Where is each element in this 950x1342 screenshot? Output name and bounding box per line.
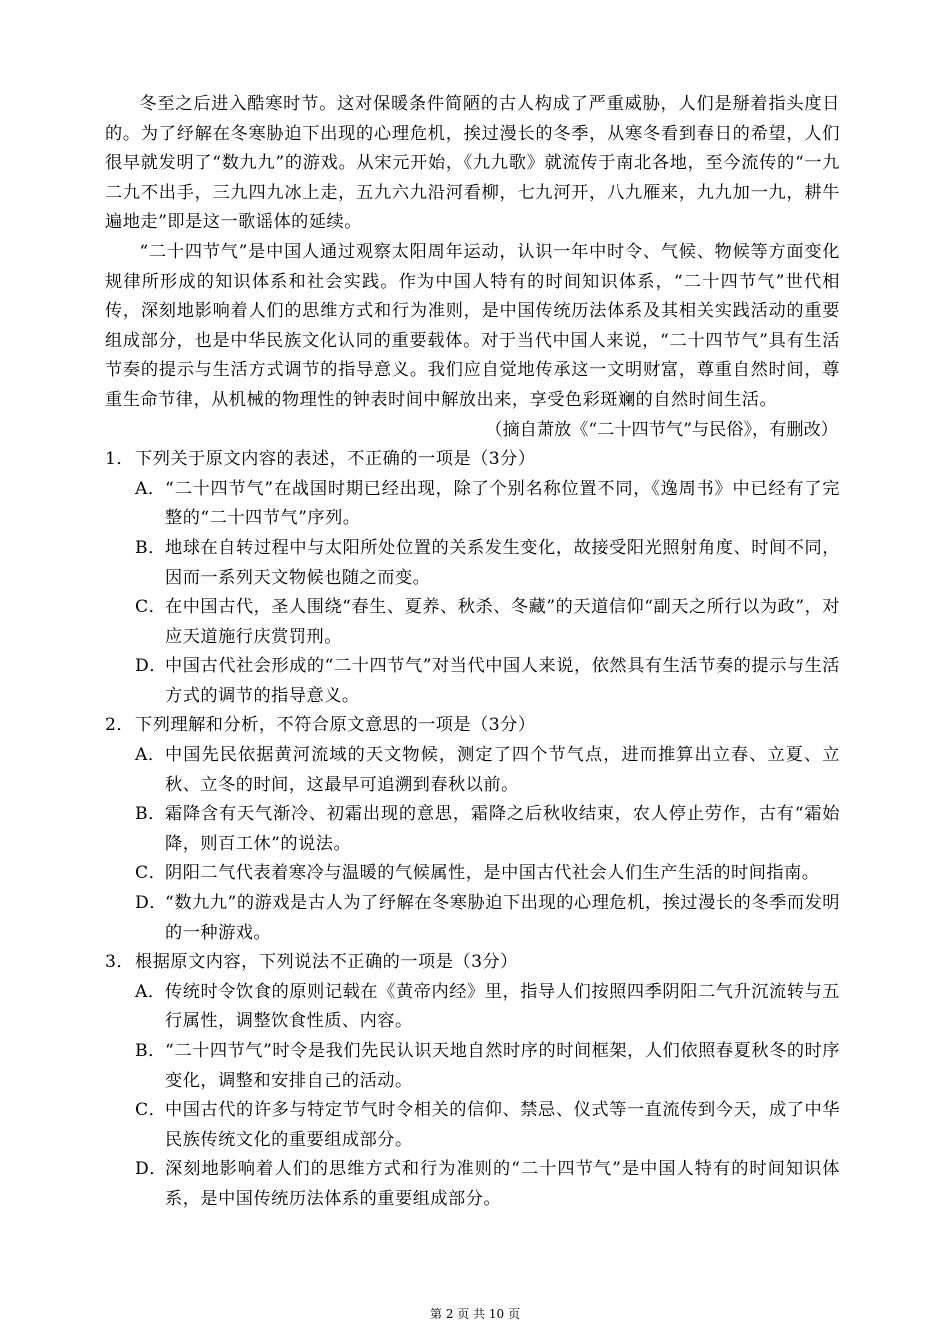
option-letter: B． — [135, 537, 166, 558]
option-letter: A． — [135, 981, 166, 1002]
option-b — [105, 1037, 840, 1096]
option-text: 地球在自转过程中与太阳所处位置的关系发生变化，故接受阳光照射角度、时间不同，因而一系列天文物候也随之而变。 — [165, 537, 840, 588]
option-letter: B． — [135, 1041, 166, 1061]
option-c — [105, 593, 840, 652]
option-text: 中国先民依据黄河流域的天文物候，测定了四个节气点，进而推算出立春、立夏、立秋、立冬的时间，这最早可追溯到春秋以前。 — [165, 745, 840, 795]
option-letter: C． — [135, 863, 167, 884]
option-d — [105, 652, 840, 711]
question-1 — [105, 445, 840, 711]
option-text: 深刻地影响着人们的思维方式和行为准则的“二十四节气”是中国人特有的时间知识体系，是中国传统历法体系的重要组成部分。 — [165, 1159, 840, 1209]
option-d — [105, 1155, 840, 1214]
option-d — [105, 889, 840, 948]
option-a — [105, 978, 840, 1037]
option-text: “二十四节气”时令是我们先民认识天地自然时序的时间框架，人们依照春夏秋冬的时序变化，调整和安排自己的活动。 — [165, 1041, 840, 1091]
option-b — [105, 534, 840, 593]
question-number: 3． — [105, 952, 135, 973]
option-b — [105, 800, 840, 859]
option-text: “二十四节气”在战国时期已经出现，除了个别名称位置不同，《逸周书》中已经有了完整的“二十四节气”序列。 — [165, 478, 840, 529]
option-letter: D． — [135, 893, 167, 914]
question-number: 2． — [105, 715, 135, 736]
option-text: “数九九”的游戏是古人为了纾解在冬寒胁迫下出现的心理危机，挨过漫长的冬季而发明的一种游戏。 — [165, 893, 840, 943]
option-letter: D． — [135, 656, 167, 677]
option-text: 传统时令饮食的原则记载在《黄帝内经》里，指导人们按照四季阴阳二气升沉流转与五行属性，调整饮食性质、内容。 — [165, 981, 840, 1032]
option-text: 中国古代社会形成的“二十四节气”对当代中国人来说，依然具有生活节奏的提示与生活方式的调节的指导意义。 — [165, 656, 840, 706]
question-3 — [105, 948, 840, 1214]
question-2 — [105, 711, 840, 948]
option-a — [105, 475, 840, 534]
option-text: 阴阳二气代表着寒冷与温暖的气候属性，是中国古代社会人们生产生活的时间指南。 — [165, 863, 820, 884]
option-letter: A． — [135, 745, 166, 766]
option-text: 在中国古代，圣人围绕“春生、夏养、秋杀、冬藏”的天道信仰“副天之所行以为政”，对应天道施行庆赏罚刑。 — [165, 597, 840, 647]
document-page — [105, 90, 840, 1215]
passage-paragraph-1: 冬至之后进入酷寒时节。这对保暖条件简陋的古人构成了严重威胁，人们是掰着指头度日的。为了纾解在冬寒胁迫下出现的心理危机，挨过漫长的冬季，从寒冬看到春日的希望，人们很早就发明了“数九九”的游戏。从宋元开始，《九九歌》就流传于南北各地，至今流传的“一九二九不出手，三九四九冰上走，五九六九沿河看柳，七九河开，八九雁来，九九加一九，耕牛遍地走”即是这一歌谣体的延续。 — [105, 94, 840, 233]
option-c — [105, 859, 840, 889]
question-stem: 下列关于原文内容的表述，不正确的一项是（3分） — [135, 449, 536, 470]
option-letter: D． — [135, 1159, 167, 1180]
question-stem: 下列理解和分析，不符合原文意思的一项是（3分） — [135, 715, 536, 736]
option-letter: A． — [135, 478, 166, 499]
question-number: 1． — [105, 449, 135, 470]
option-letter: C． — [135, 1100, 167, 1121]
question-stem: 根据原文内容，下列说法不正确的一项是（3分） — [135, 952, 518, 973]
option-a — [105, 741, 840, 800]
option-text: 霜降含有天气渐冷、初霜出现的意思，霜降之后秋收结束，农人停止劳作，古有“霜始降，则百工休”的说法。 — [165, 804, 840, 854]
option-letter: B． — [135, 804, 166, 825]
option-c — [105, 1096, 840, 1155]
option-text: 中国古代的许多与特定节气时令相关的信仰、禁忌、仪式等一直流传到今天，成了中华民族传统文化的重要组成部分。 — [165, 1100, 840, 1150]
passage-source: （摘自萧放《“二十四节气”与民俗》，有删改） — [485, 419, 838, 440]
passage-paragraph-2: “二十四节气”是中国人通过观察太阳周年运动，认识一年中时令、气候、物候等方面变化规律所形成的知识体系和社会实践。作为中国人特有的时间知识体系，“二十四节气”世代相传，深刻地影响着人们的思维方式和行为准则，是中国传统历法体系及其相关实践活动的重要组成部分，也是中华民族文化认同的重要载体。对于当代中国人来说，“二十四节气”具有生活节奏的提示与生活方式调节的指导意义。我们应自觉地传承这一文明财富，尊重自然时间，尊重生命节律，从机械的物理性的钟表时间中解放出来，享受色彩斑斓的自然时间生活。 — [105, 241, 840, 410]
page-footer: 第 2 页 共 10 页 — [430, 1307, 520, 1321]
option-letter: C． — [135, 597, 167, 618]
